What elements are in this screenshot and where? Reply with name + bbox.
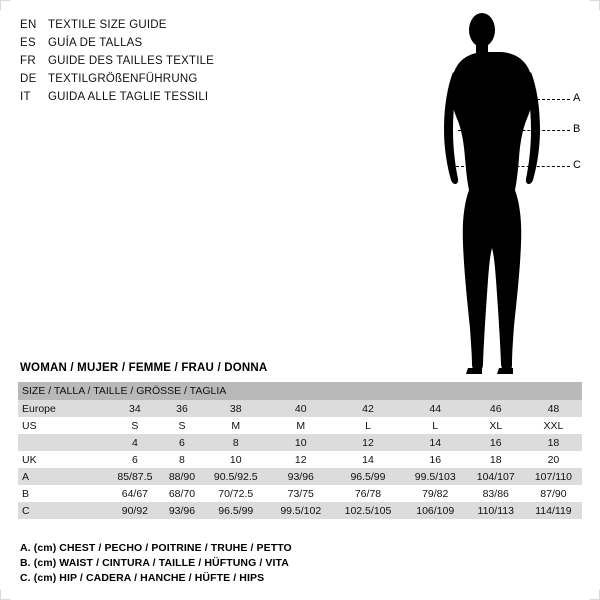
language-code-es: ES xyxy=(20,37,36,49)
cell-uk-7: 20 xyxy=(525,451,582,468)
cell-c-4: 102.5/105 xyxy=(332,502,404,519)
table-row-us xyxy=(18,417,582,434)
cell-europe-4: 42 xyxy=(332,400,404,417)
row-label-c: C xyxy=(18,502,108,519)
row-label-a: A xyxy=(18,468,108,485)
measure-label-b: B xyxy=(573,123,581,135)
language-text-en: TEXTILE SIZE GUIDE xyxy=(48,19,167,31)
figure-area xyxy=(420,8,590,378)
cell-usnum-5: 14 xyxy=(404,434,467,451)
measure-label-a: A xyxy=(573,92,581,104)
cell-b-4: 76/78 xyxy=(332,485,404,502)
size-table-wrapper xyxy=(18,382,582,519)
corner-mark-top-right xyxy=(590,0,600,10)
cell-c-7: 114/119 xyxy=(525,502,582,519)
language-code-de: DE xyxy=(20,73,37,85)
cell-b-0: 64/67 xyxy=(108,485,162,502)
cell-a-4: 96.5/99 xyxy=(332,468,404,485)
cell-c-6: 110/113 xyxy=(467,502,525,519)
language-row-es xyxy=(20,34,320,52)
cell-europe-6: 46 xyxy=(467,400,525,417)
cell-us-1: S xyxy=(162,417,202,434)
woman-silhouette-icon xyxy=(420,8,590,378)
cell-uk-6: 18 xyxy=(467,451,525,468)
legend-line-b: B. (cm) WAIST / CINTURA / TAILLE / HÜFTUNG / VITA xyxy=(20,557,289,569)
cell-b-1: 68/70 xyxy=(162,485,202,502)
row-label-us: US xyxy=(18,417,108,434)
cell-a-1: 88/90 xyxy=(162,468,202,485)
measure-line-a xyxy=(452,99,570,100)
table-row-uk xyxy=(18,451,582,468)
table-row-b xyxy=(18,485,582,502)
cell-usnum-0: 4 xyxy=(108,434,162,451)
size-table xyxy=(18,382,582,519)
row-label-b: B xyxy=(18,485,108,502)
language-text-de: TEXTILGRÖßENFÜHRUNG xyxy=(48,73,198,85)
cell-a-0: 85/87.5 xyxy=(108,468,162,485)
measure-line-c xyxy=(456,166,570,167)
cell-a-3: 93/96 xyxy=(269,468,332,485)
cell-europe-5: 44 xyxy=(404,400,467,417)
cell-usnum-3: 10 xyxy=(269,434,332,451)
cell-usnum-1: 6 xyxy=(162,434,202,451)
cell-a-5: 99.5/103 xyxy=(404,468,467,485)
cell-c-1: 93/96 xyxy=(162,502,202,519)
cell-us-4: L xyxy=(332,417,404,434)
row-label-europe: Europe xyxy=(18,400,108,417)
language-code-it: IT xyxy=(20,91,31,103)
corner-mark-bottom-left xyxy=(0,590,10,600)
language-text-es: GUÍA DE TALLAS xyxy=(48,37,143,49)
table-row-us-numeric xyxy=(18,434,582,451)
corner-mark-bottom-right xyxy=(590,590,600,600)
table-row-europe xyxy=(18,400,582,417)
cell-usnum-6: 16 xyxy=(467,434,525,451)
cell-europe-3: 40 xyxy=(269,400,332,417)
table-header-row xyxy=(18,382,582,400)
measure-line-b xyxy=(458,130,570,131)
cell-b-2: 70/72.5 xyxy=(202,485,269,502)
cell-c-0: 90/92 xyxy=(108,502,162,519)
table-row-c xyxy=(18,502,582,519)
cell-us-7: XXL xyxy=(525,417,582,434)
corner-mark-top-left xyxy=(0,0,10,10)
cell-usnum-2: 8 xyxy=(202,434,269,451)
cell-europe-7: 48 xyxy=(525,400,582,417)
measurement-legend xyxy=(20,541,292,586)
cell-usnum-4: 12 xyxy=(332,434,404,451)
language-code-fr: FR xyxy=(20,55,36,67)
row-label-uk: UK xyxy=(18,451,108,468)
language-row-it xyxy=(20,88,320,106)
legend-line-c: C. (cm) HIP / CADERA / HANCHE / HÜFTE / HIPS xyxy=(20,572,265,584)
cell-a-2: 90.5/92.5 xyxy=(202,468,269,485)
cell-uk-5: 16 xyxy=(404,451,467,468)
language-title-list xyxy=(20,16,320,106)
language-row-de xyxy=(20,70,320,88)
cell-a-6: 104/107 xyxy=(467,468,525,485)
cell-c-2: 96.5/99 xyxy=(202,502,269,519)
cell-b-6: 83/86 xyxy=(467,485,525,502)
row-label-us-numeric xyxy=(18,434,108,451)
cell-uk-4: 14 xyxy=(332,451,404,468)
cell-us-3: M xyxy=(269,417,332,434)
legend-line-a: A. (cm) CHEST / PECHO / POITRINE / TRUHE / PETTO xyxy=(20,542,292,554)
table-row-a xyxy=(18,468,582,485)
cell-uk-0: 6 xyxy=(108,451,162,468)
cell-c-3: 99.5/102 xyxy=(269,502,332,519)
language-text-it: GUIDA ALLE TAGLIE TESSILI xyxy=(48,91,209,103)
cell-uk-1: 8 xyxy=(162,451,202,468)
cell-us-6: XL xyxy=(467,417,525,434)
cell-uk-2: 10 xyxy=(202,451,269,468)
cell-europe-0: 34 xyxy=(108,400,162,417)
cell-b-3: 73/75 xyxy=(269,485,332,502)
cell-us-5: L xyxy=(404,417,467,434)
table-header-label: SIZE / TALLA / TAILLE / GRÖSSE / TAGLIA xyxy=(18,382,582,400)
language-row-fr xyxy=(20,52,320,70)
cell-c-5: 106/109 xyxy=(404,502,467,519)
cell-uk-3: 12 xyxy=(269,451,332,468)
cell-b-5: 79/82 xyxy=(404,485,467,502)
measure-label-c: C xyxy=(573,159,581,171)
section-title: WOMAN / MUJER / FEMME / FRAU / DONNA xyxy=(20,362,268,374)
cell-b-7: 87/90 xyxy=(525,485,582,502)
cell-us-0: S xyxy=(108,417,162,434)
cell-europe-1: 36 xyxy=(162,400,202,417)
cell-usnum-7: 18 xyxy=(525,434,582,451)
language-row-en xyxy=(20,16,320,34)
cell-europe-2: 38 xyxy=(202,400,269,417)
language-code-en: EN xyxy=(20,19,37,31)
cell-us-2: M xyxy=(202,417,269,434)
cell-a-7: 107/110 xyxy=(525,468,582,485)
language-text-fr: GUIDE DES TAILLES TEXTILE xyxy=(48,55,215,67)
